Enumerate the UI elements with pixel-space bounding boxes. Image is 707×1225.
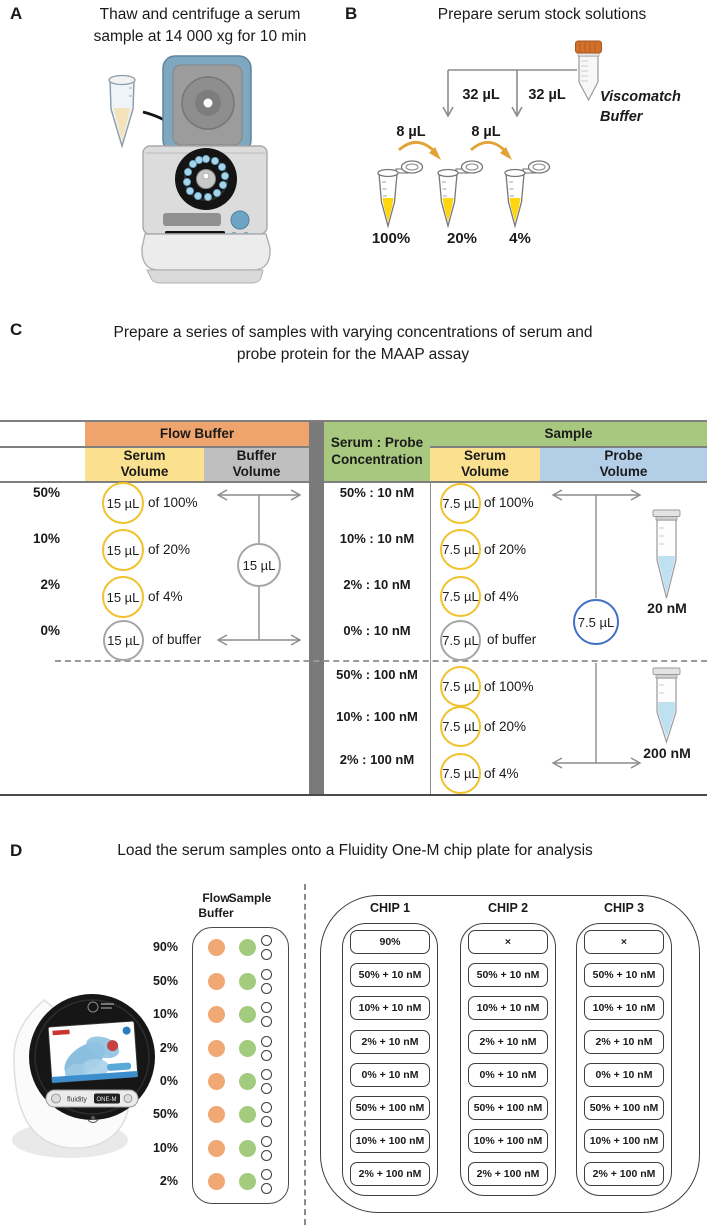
conc-label-1: 10% : 10 nM xyxy=(339,531,415,546)
header-flow-buffer: Flow Buffer xyxy=(85,422,309,446)
centrifuge-foot xyxy=(147,270,263,283)
flow-of-2: of 4% xyxy=(148,589,183,604)
chip-2-slot-1: 50% + 10 nM xyxy=(468,963,548,987)
chip-3-slot-0: × xyxy=(584,930,664,954)
chip-1-name: CHIP 1 xyxy=(369,901,411,915)
flow-buffer-well-6 xyxy=(208,1140,225,1157)
empty-well-6a xyxy=(261,1136,272,1147)
sample-of-4: of 100% xyxy=(484,679,534,694)
flow-buffer-well-5 xyxy=(208,1106,225,1123)
chip-2-slot-5: 50% + 100 nM xyxy=(468,1096,548,1120)
panel-a-label: A xyxy=(10,4,23,23)
plate-header-flow-buffer: Flow Buffer xyxy=(198,891,234,920)
probe-tube-200nM xyxy=(653,668,680,742)
chip-3-slot-4: 0% + 10 nM xyxy=(584,1063,664,1087)
flow-serum-circle-3: 15 µL xyxy=(103,620,144,661)
stock-label-4: 4% xyxy=(509,230,531,247)
empty-well-3a xyxy=(261,1036,272,1047)
chip-3-slot-6: 10% + 100 nM xyxy=(584,1129,664,1153)
chip-3-name: CHIP 3 xyxy=(603,901,645,915)
flow-buffer-well-1 xyxy=(208,973,225,990)
sample-well-4 xyxy=(239,1073,256,1090)
empty-well-7b xyxy=(261,1183,272,1194)
device-screen xyxy=(48,1021,138,1085)
sample-of-1: of 20% xyxy=(484,542,527,557)
chip-3-slot-2: 10% + 10 nM xyxy=(584,996,664,1020)
chip-2-name: CHIP 2 xyxy=(487,901,529,915)
empty-well-5b xyxy=(261,1116,272,1127)
chip-plate-outline xyxy=(192,927,289,1204)
centrifuge-body xyxy=(143,146,267,240)
probe-span-arrow-top xyxy=(553,490,640,598)
sample-well-3 xyxy=(239,1040,256,1057)
flow-row-label-2: 2% xyxy=(40,577,60,592)
flow-row-label-3: 0% xyxy=(40,623,60,638)
flow-of-0: of 100% xyxy=(148,495,198,510)
chip-1-slot-1: 50% + 10 nM xyxy=(350,963,430,987)
plate-row-label-7: 2% xyxy=(159,1174,178,1188)
serial-volume-2: 8 µL xyxy=(471,124,501,140)
fluidity-one-m-device xyxy=(0,962,170,1167)
sample-serum-circle-3: 7.5 µL xyxy=(440,620,481,661)
plate-row-label-6: 10% xyxy=(152,1141,178,1155)
chip-1-slot-0: 90% xyxy=(350,930,430,954)
sample-serum-circle-2: 7.5 µL xyxy=(440,576,481,617)
empty-well-0b xyxy=(261,949,272,960)
conc-label-5: 10% : 100 nM xyxy=(336,709,418,724)
chip-2-slot-2: 10% + 10 nM xyxy=(468,996,548,1020)
plate-header-sample: Sample xyxy=(228,891,272,905)
plate-row-label-1: 50% xyxy=(152,974,178,988)
sample-serum-circle-6: 7.5 µL xyxy=(440,753,481,794)
panel-d-label: D xyxy=(10,841,23,860)
flow-of-3: of buffer xyxy=(152,632,202,647)
flow-serum-circle-1: 15 µL xyxy=(102,529,144,571)
panel-b-title: Prepare serum stock solutions xyxy=(437,6,647,23)
serum-tube-icon xyxy=(109,76,135,147)
sample-well-0 xyxy=(239,939,256,956)
chip-2-slot-7: 2% + 100 nM xyxy=(468,1162,548,1186)
empty-well-5a xyxy=(261,1102,272,1113)
sample-of-6: of 4% xyxy=(484,766,519,781)
sample-well-1 xyxy=(239,973,256,990)
sample-of-5: of 20% xyxy=(484,719,527,734)
header-buffer-volume: Buffer Volume xyxy=(204,448,309,482)
device-port-icon xyxy=(91,1116,95,1120)
header-serum-volume: Serum Volume xyxy=(85,448,204,482)
empty-well-2a xyxy=(261,1002,272,1013)
plate-row-label-2: 10% xyxy=(152,1007,178,1021)
plate-row-label-0: 90% xyxy=(152,940,178,954)
sample-serum-circle-1: 7.5 µL xyxy=(440,529,481,570)
plate-row-label-4: 0% xyxy=(159,1074,178,1088)
conc-label-6: 2% : 100 nM xyxy=(339,752,415,767)
probe-tube-label-20nM: 20 nM xyxy=(647,600,687,616)
stock-tube-100 xyxy=(378,161,423,226)
chip-3-slot-3: 2% + 10 nM xyxy=(584,1030,664,1054)
panel-d-title: Load the serum samples onto a Fluidity One-M chip plate for analysis xyxy=(117,842,593,859)
probe-volume-circle: 7.5 µL xyxy=(573,599,619,645)
probe-tube-20nM xyxy=(653,510,680,598)
chip-3-slot-1: 50% + 10 nM xyxy=(584,963,664,987)
conc-label-3: 0% : 10 nM xyxy=(343,623,411,638)
sample-well-5 xyxy=(239,1106,256,1123)
flow-row-label-0: 50% xyxy=(32,485,60,500)
transfer-volume-1: 32 µL xyxy=(462,87,500,103)
stock-tube-20 xyxy=(438,161,483,226)
probe-span-arrow-bottom xyxy=(553,663,640,768)
empty-well-2b xyxy=(261,1016,272,1027)
centrifuge-base xyxy=(142,234,270,270)
flow-row-label-1: 10% xyxy=(32,531,60,546)
empty-well-4b xyxy=(261,1083,272,1094)
panel-c-title: Prepare a series of samples with varying concentrations of serum and probe protein for the MAAP assay xyxy=(113,324,593,363)
sample-of-2: of 4% xyxy=(484,589,519,604)
header-probe-volume: Probe Volume xyxy=(540,448,707,482)
plate-row-label-3: 2% xyxy=(159,1041,178,1055)
header-serum-probe-concentration: Serum : Probe Concentration xyxy=(324,422,430,481)
serial-transfer-arrows xyxy=(399,142,512,160)
stock-tube-4 xyxy=(505,161,550,226)
chip-1-slot-7: 2% + 100 nM xyxy=(350,1162,430,1186)
serial-dilution-illustration xyxy=(355,30,707,252)
stock-label-100: 100% xyxy=(371,230,411,247)
centrifuge-illustration xyxy=(85,52,297,297)
device-brand-text: fluidity xyxy=(67,1096,87,1104)
probe-tube-label-200nM: 200 nM xyxy=(643,745,691,761)
device-name-pill xyxy=(46,1090,138,1107)
conc-label-4: 50% : 100 nM xyxy=(336,667,418,682)
chip-1-slot-5: 50% + 100 nM xyxy=(350,1096,430,1120)
flow-serum-circle-2: 15 µL xyxy=(102,576,144,618)
panel-d-dashed-divider xyxy=(304,884,306,1225)
empty-well-3b xyxy=(261,1050,272,1061)
empty-well-1a xyxy=(261,969,272,980)
empty-well-7a xyxy=(261,1169,272,1180)
chip-1-slot-6: 10% + 100 nM xyxy=(350,1129,430,1153)
flow-of-1: of 20% xyxy=(148,542,191,557)
panel-b-label: B xyxy=(345,4,358,23)
empty-well-6b xyxy=(261,1150,272,1161)
empty-well-0a xyxy=(261,935,272,946)
chip-2-slot-0: × xyxy=(468,930,548,954)
centrifuge-lid xyxy=(163,56,251,152)
transfer-volume-2: 32 µL xyxy=(528,87,566,103)
chip-1-slot-3: 2% + 10 nM xyxy=(350,1030,430,1054)
sample-well-7 xyxy=(239,1173,256,1190)
viscomatch-buffer-label: Viscomatch Buffer xyxy=(600,89,681,126)
header-sample-serum-volume: Serum Volume xyxy=(430,448,540,482)
empty-well-1b xyxy=(261,983,272,994)
chip-3-slot-5: 50% + 100 nM xyxy=(584,1096,664,1120)
header-sample: Sample xyxy=(430,422,707,446)
flow-buffer-well-3 xyxy=(208,1040,225,1057)
flow-buffer-circle: 15 µL xyxy=(237,543,281,587)
empty-well-4a xyxy=(261,1069,272,1080)
viscomatch-buffer-tube xyxy=(576,41,602,100)
stock-label-20: 20% xyxy=(446,230,478,247)
flow-serum-circle-0: 15 µL xyxy=(102,482,144,524)
chip-2-slot-4: 0% + 10 nM xyxy=(468,1063,548,1087)
sample-serum-circle-0: 7.5 µL xyxy=(440,483,481,524)
flow-buffer-well-7 xyxy=(208,1173,225,1190)
chip-2-slot-3: 2% + 10 nM xyxy=(468,1030,548,1054)
panel-c-label: C xyxy=(10,320,23,339)
serial-volume-1: 8 µL xyxy=(396,124,426,140)
plate-row-label-5: 50% xyxy=(152,1107,178,1121)
sample-of-3: of buffer xyxy=(487,632,537,647)
device-model-text: ONE-M xyxy=(96,1097,117,1103)
conc-label-0: 50% : 10 nM xyxy=(339,485,415,500)
panel-a-title: Thaw and centrifuge a serum sample at 14 000 xg for 10 min xyxy=(93,6,307,45)
sample-of-0: of 100% xyxy=(484,495,534,510)
chip-2-slot-6: 10% + 100 nM xyxy=(468,1129,548,1153)
flow-buffer-well-4 xyxy=(208,1073,225,1090)
flow-buffer-well-0 xyxy=(208,939,225,956)
flow-buffer-well-2 xyxy=(208,1006,225,1023)
sample-serum-circle-4: 7.5 µL xyxy=(440,666,481,707)
chip-3-slot-7: 2% + 100 nM xyxy=(584,1162,664,1186)
conc-label-2: 2% : 10 nM xyxy=(343,577,411,592)
chip-1-slot-4: 0% + 10 nM xyxy=(350,1063,430,1087)
sample-serum-circle-5: 7.5 µL xyxy=(440,706,481,747)
sample-well-6 xyxy=(239,1140,256,1157)
chip-1-slot-2: 10% + 10 nM xyxy=(350,996,430,1020)
sample-well-2 xyxy=(239,1006,256,1023)
